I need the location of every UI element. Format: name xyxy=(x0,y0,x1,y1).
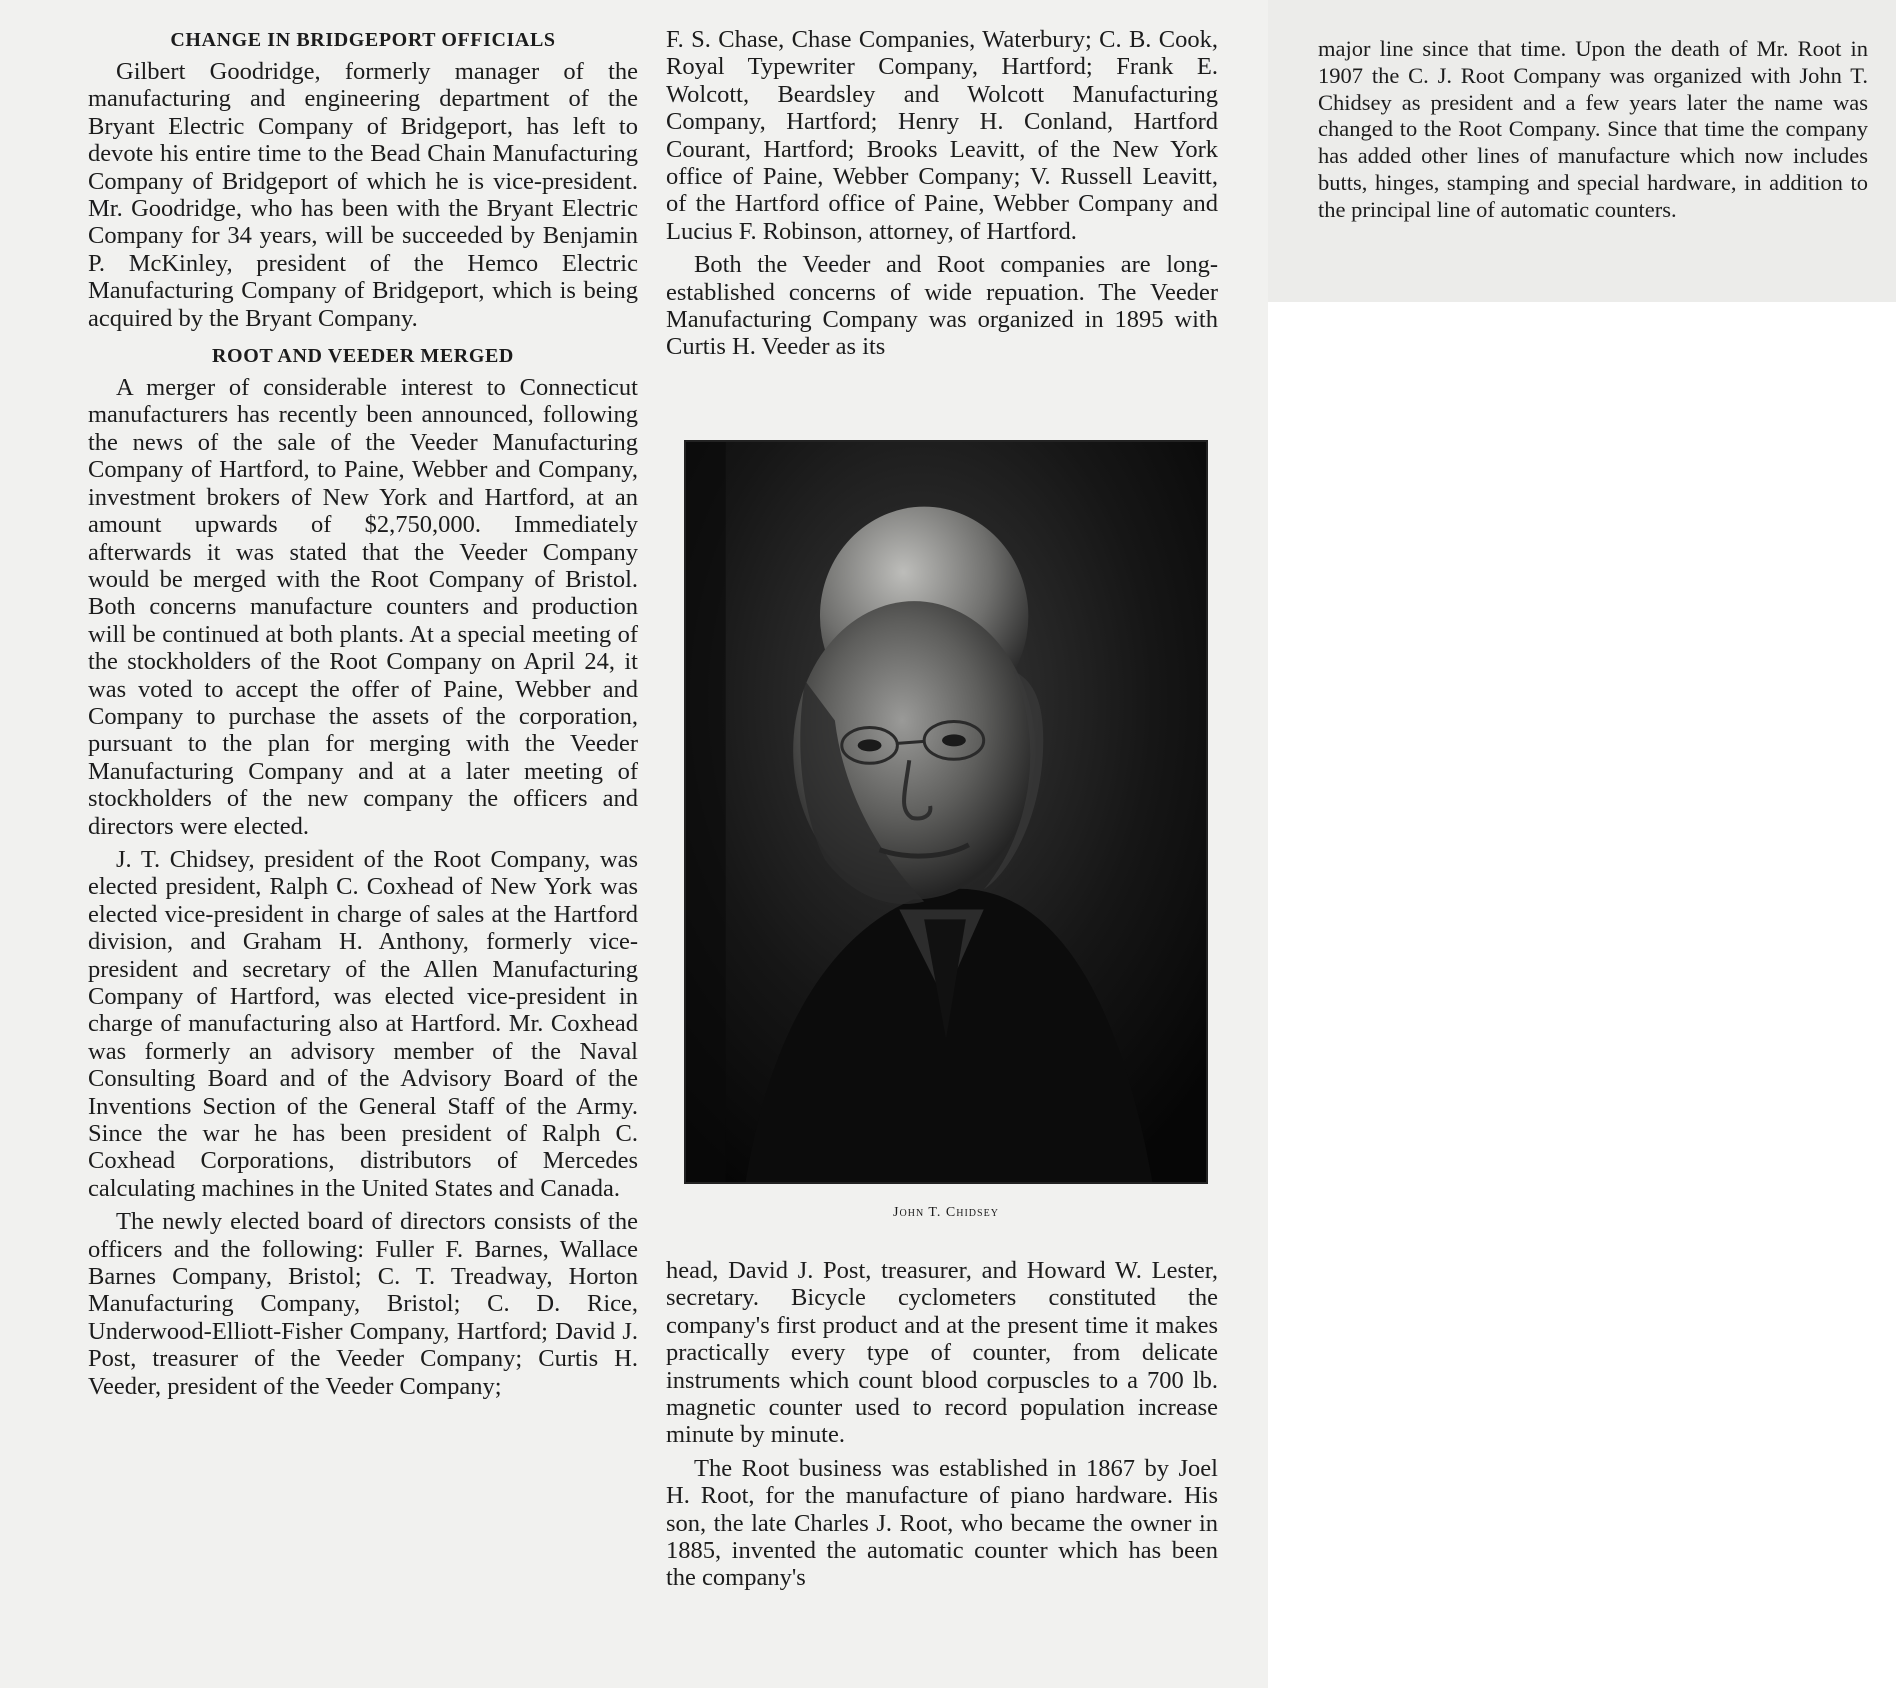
portrait-image xyxy=(686,442,1206,1182)
paragraph-merger-announcement: A merger of considerable interest to Connecticut manufacturers has recently been announced, following the news of the sale of the Veeder Manufacturing Company of Hartford, to Paine, Webber and Company, investment brokers of New York and Hartford, at an amount upwards of $2,750,000. Immediately afterwards it was stated that the Veeder Company would be merged with the Root Company of Bristol. Both concerns manufacture counters and production will be continued at both plants. At a special meeting of the stockholders of the Root Company on April 24, it was voted to accept the offer of Paine, Webber and Company to purchase the assets of the corporation, pursuant to the plan for merging with the Veeder Manufacturing Company and at a later meeting of stockholders of the new company the officers and directors were elected. xyxy=(88,374,638,840)
paragraph-board-of-directors: The newly elected board of directors consists of the officers and the following: Fuller F. Barnes, Wallace Barnes Company, Bristol; C. T. Treadway, Horton Manufacturing Company, Bristol; C. D. Rice, Underwood-Elliott-Fisher Company, Hartford; David J. Post, treasurer of the Veeder Company; Curtis H. Veeder, president of the Veeder Company; xyxy=(88,1208,638,1400)
heading-bridgeport-officials: CHANGE IN BRIDGEPORT OFFICIALS xyxy=(170,29,556,51)
paragraph-root-continued: major line since that time. Upon the death of Mr. Root in 1907 the C. J. Root Company was organized with John T. Chidsey as president and a few years later the name was changed to the Root Company. Since that time the company has added other lines of manufacture which now includes butts, hinges, stamping and special hardware, in addition to the principal line of automatic counters. xyxy=(1318,36,1868,222)
right-column xyxy=(1318,36,1868,224)
paragraph-goodridge: Gilbert Goodridge, formerly manager of the manufacturing and engineering department of the Bryant Electric Company of Bridgeport, has left to devote his entire time to the Bead Chain Manufacturing Company of Bridgeport of which he is vice-president. Mr. Goodridge, who has been with the Bryant Electric Company for 34 years, will be succeeded by Benjamin P. McKinley, president of the Hemco Electric Manufacturing Company of Bridgeport, which is being acquired by the Bryant Company. xyxy=(88,58,638,332)
paragraph-veeder-continued: head, David J. Post, treasurer, and Howard W. Lester, secretary. Bicycle cyclometers constituted the company's first product and at the present time it makes practically every type of counter, from delicate instruments which count blood corpuscles to a 700 lb. magnetic counter used to record population increase minute by minute. xyxy=(666,1257,1218,1449)
heading-root-veeder-merged: ROOT AND VEEDER MERGED xyxy=(212,345,514,368)
photo-caption: John T. Chidsey xyxy=(893,1205,999,1220)
paragraph-root-business: The Root business was established in 1867 by Joel H. Root, for the manufacture of piano hardware. His son, the late Charles J. Root, who became the owner in 1885, invented the automatic counter which has been the company's xyxy=(666,1454,1218,1592)
paragraph-board-continued: F. S. Chase, Chase Companies, Waterbury; C. B. Cook, Royal Typewriter Company, Hartford; Frank E. Wolcott, Beardsley and Wolcott Manufacturing Company, Hartford; Henry H. Conland, Hartford Courant, Hartford; Brooks Leavitt, of the New York office of Paine, Webber Company; V. Russell Leavitt, of the Hartford office of Paine, Webber Company and Lucius F. Robinson, attorney, of Hartford. xyxy=(666,26,1218,245)
middle-column-top xyxy=(666,26,1218,361)
middle-column-bottom xyxy=(666,1257,1218,1592)
paragraph-companies-history: Both the Veeder and Root companies are long-established concerns of wide repuation. The Veeder Manufacturing Company was organized in 1895 with Curtis H. Veeder as its xyxy=(666,251,1218,361)
left-column xyxy=(88,26,638,1400)
portrait-photo xyxy=(684,440,1208,1184)
paragraph-officers-elected: J. T. Chidsey, president of the Root Company, was elected president, Ralph C. Coxhead of New York was elected vice-president in charge of sales at the Hartford division, and Graham H. Anthony, formerly vice-president and secretary of the Allen Manufacturing Company of Hartford, was elected vice-president in charge of manufacturing also at Hartford. Mr. Coxhead was formerly an advisory member of the Naval Consulting Board and of the Advisory Board of the Inventions Section of the General Staff of the Army. Since the war he has been president of Ralph C. Coxhead Corporations, distributors of Mercedes calculating machines in the United States and Canada. xyxy=(88,845,638,1202)
